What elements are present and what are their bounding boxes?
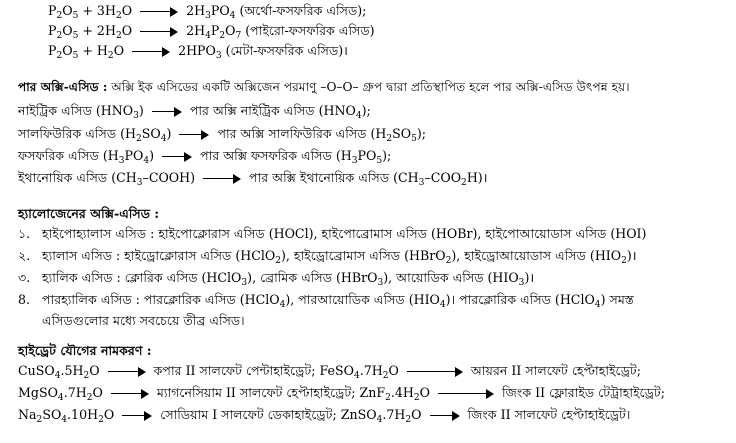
formula-text: PO (210, 3, 230, 18)
list-item (18, 292, 634, 311)
peroxy-acid-name: ); (361, 103, 371, 118)
reaction-meta (48, 43, 348, 62)
subscript: 3 (418, 178, 425, 189)
subscript: 2 (445, 256, 452, 267)
list-text: হ্যালিক এসিড : ক্লোরিক এসিড (HClO (42, 270, 242, 285)
formula-text: O (62, 43, 73, 58)
subscript: 4 (160, 134, 167, 145)
list-text: ), হাইড্রোব্রোমাস এসিড (HBrO (280, 248, 446, 263)
acid-name: ইথানোয়িক এসিড (CH (18, 170, 137, 185)
formula-text: + 3H (78, 3, 116, 18)
subscript: 5 (411, 134, 417, 145)
formula-text: O (62, 3, 73, 18)
subscript: 7 (235, 31, 242, 42)
right-arrow-icon (111, 389, 149, 399)
hydrate-formula: O (89, 363, 100, 378)
subscript: 4 (57, 393, 64, 404)
hydrate-formula: .4H (390, 385, 414, 400)
hydrate-formula: .7H (382, 407, 406, 422)
formula-text: O (62, 23, 73, 38)
reaction-note: (পাইরো-ফসফরিক এসিড) (241, 23, 375, 38)
acid-name: –COOH) (142, 170, 195, 185)
list-number: ৩. (18, 270, 31, 285)
hydrate-name: ম্যাগনেসিয়াম II সালফেট হেপ্টাহাইড্রেট; (156, 385, 356, 400)
subscript: 2 (385, 393, 391, 404)
acid-name: ) (149, 148, 155, 163)
peroxy-acid-name: পার অক্সি নাইট্রিক এসিড (HNO (189, 103, 356, 118)
list-text: )। পারক্লোরিক এসিড (HClO (445, 292, 595, 307)
subscript: 3 (136, 178, 143, 189)
peroxy-example (18, 170, 488, 189)
subscript: 2 (36, 415, 43, 426)
right-arrow-icon (132, 47, 170, 57)
subscript: 4 (439, 300, 446, 311)
acid-name: PO (124, 148, 144, 163)
subscript: 2 (86, 393, 93, 404)
formula-text: P (48, 23, 57, 38)
acid-name: সালফিউরিক এসিড (H (18, 126, 136, 141)
list-text: ) সমস্ত (600, 292, 634, 307)
hydrate-name: আয়রন II সালফেট হেপ্টাহাইড্রেট; (470, 363, 641, 378)
definition-text: অক্সি ইক এসিডের একটি অক্সিজেন পরমাণু –O–O– গ্রুপ দ্বারা প্রতিস্থাপিত হলে পার অক্সি-এসিড উৎপন্ন হয়। (107, 80, 630, 94)
subscript: 4 (205, 31, 211, 42)
hydrate-formula: FeSO (319, 363, 354, 378)
subscript: 2 (115, 31, 122, 42)
peroxy-example (18, 148, 392, 167)
hydrate-name: সোডিয়াম I সালফেট ডেকাহাইড্রেট; (160, 407, 337, 422)
subscript: 2 (275, 256, 281, 267)
right-arrow-icon (438, 389, 494, 399)
subscript: 2 (136, 134, 142, 145)
formula-text: 2H (186, 3, 206, 18)
subscript: 5 (72, 51, 79, 62)
subscript: 3 (133, 111, 139, 122)
list-text: )। (524, 270, 535, 285)
hydrate-formula: MgSO (18, 385, 58, 400)
right-arrow-icon (122, 411, 152, 421)
formula-text: P (48, 3, 57, 18)
hydrate-formula: O (411, 407, 422, 422)
subscript: 3 (518, 278, 525, 289)
list-number: ১. (18, 226, 31, 241)
subscript: 4 (279, 300, 286, 311)
reaction-note: (অর্থো-ফসফরিক এসিড); (235, 3, 367, 18)
peroxy-acid-name: H)। (466, 170, 488, 185)
hydrate-formula: O (388, 363, 399, 378)
right-arrow-icon (203, 174, 241, 184)
hydrate-formula: O (92, 385, 103, 400)
subscript: 4 (143, 156, 150, 167)
subscript: 3 (215, 51, 222, 62)
subscript: 2 (56, 31, 63, 42)
section-heading: পার অক্সি-এসিড : (18, 80, 108, 94)
peroxy-acid-name: ); (416, 126, 427, 141)
section-heading: হ্যালোজেনের অক্সি-এসিড : (18, 206, 160, 221)
subscript: 2 (219, 31, 226, 42)
subscript: 4 (54, 371, 61, 382)
hydrate-name: জিংক II ফ্লোরাইড টেট্রাহাইড্রেট; (502, 385, 665, 400)
peroxy-acid-name: –COO (424, 170, 462, 185)
hydrate-name: কপার II সালফেট পেন্টাহাইড্রেট; (153, 363, 316, 378)
subscript: 3 (205, 11, 211, 22)
subscript: 5 (72, 11, 79, 22)
formula-text: O (121, 3, 133, 18)
list-item-continuation: এসিডগুলোর মধ্যে সবচেয়ে তীব্র এসিড। (42, 313, 245, 328)
hydrate-formula: .7H (359, 363, 383, 378)
subscript: 4 (61, 415, 68, 426)
hydrate-formula: .7H (63, 385, 87, 400)
right-arrow-icon (407, 367, 463, 377)
subscript: 2 (621, 256, 627, 267)
subscript: 4 (594, 300, 601, 311)
subscript: 5 (376, 156, 383, 167)
hydrate-formula: SO (42, 407, 62, 422)
subscript: 5 (72, 31, 79, 42)
list-item (18, 248, 637, 267)
subscript: 2 (386, 134, 393, 145)
right-arrow-icon (108, 367, 146, 377)
reaction-note: (মেটা-ফসফরিক এসিড)। (221, 43, 348, 58)
peroxy-example (18, 126, 427, 145)
formula-text: + 2H (78, 23, 116, 38)
list-text: ), আয়োডিক এসিড (HIO (383, 270, 519, 285)
subscript: 2 (56, 51, 63, 62)
reaction-ortho (48, 3, 367, 22)
hydrate-formula: CuSO (18, 363, 55, 378)
hydrate-formula: .10H (67, 407, 99, 422)
subscript: 2 (107, 51, 114, 62)
right-arrow-icon (140, 7, 178, 17)
formula-text: P (210, 23, 220, 38)
subscript: 2 (83, 371, 90, 382)
hydrate-row (18, 385, 665, 404)
section-heading: হাইড্রেট যৌগের নামকরণ : (18, 343, 152, 358)
subscript: 4 (229, 11, 236, 22)
acid-name: SO (141, 126, 161, 141)
peroxy-example (18, 103, 371, 122)
list-text: ), পারআয়োডিক এসিড (HIO (285, 292, 440, 307)
peroxy-acid-name: পার অক্সি ইথানোয়িক এসিড (CH (249, 170, 419, 185)
subscript: 3 (377, 278, 384, 289)
formula-text: O (225, 23, 236, 38)
subscript: 3 (241, 278, 248, 289)
list-text: ), হাইড্রোআয়োডাস এসিড (HIO (451, 248, 622, 263)
peroxy-acid-name: পার অক্সি ফসফরিক এসিড (H (200, 148, 352, 163)
hydrate-formula: ZnSO (340, 407, 377, 422)
right-arrow-icon (152, 107, 182, 117)
hydrate-formula: O (103, 407, 115, 422)
peroxy-acid-name: SO (392, 126, 412, 141)
list-text: পারহ্যালিক এসিড : পারক্লোরিক এসিড (HClO (42, 292, 280, 307)
subscript: 2 (98, 415, 104, 426)
right-arrow-icon (179, 130, 209, 140)
hydrate-formula: O (419, 385, 430, 400)
right-arrow-icon (140, 27, 178, 37)
acid-name: ফসফরিক এসিড (H (18, 148, 119, 163)
list-number: ২. (18, 248, 31, 263)
peroxy-acid-name: ); (382, 148, 392, 163)
formula-text: + H (78, 43, 108, 58)
list-text: হাইপোহ্যালাস এসিড : হাইপোক্লোরাস এসিড (HOCl), হাইপোব্রোমাস এসিড (HOBr), হাইপোআয়োডাস এসিড (HOI) (42, 226, 647, 241)
list-item (18, 226, 646, 242)
list-text: হ্যালাস এসিড : হাইড্রোক্লোরাস এসিড (HClO (42, 248, 276, 263)
hydrate-name: জিংক II সালফেট হেপ্টাহাইড্রেট। (467, 407, 631, 422)
formula-text: 2HPO (178, 43, 216, 58)
subscript: 2 (56, 11, 63, 22)
list-text: ), ব্রোমিক এসিড (HBrO (247, 270, 378, 285)
subscript: 4 (376, 415, 383, 426)
list-item (18, 270, 535, 289)
subscript: 2 (413, 393, 420, 404)
formula-text: O (113, 43, 125, 58)
hydrate-formula: Na (18, 407, 37, 422)
acid-name: ) (166, 126, 172, 141)
reaction-pyro (48, 23, 375, 42)
peroxy-acid-name: পার অক্সি সালফিউরিক এসিড (H (217, 126, 387, 141)
subscript: 2 (461, 178, 467, 189)
hydrate-formula: .5H (60, 363, 84, 378)
list-text: )। (626, 248, 637, 263)
right-arrow-icon (162, 152, 192, 162)
hydrate-formula: ZnF (359, 385, 386, 400)
acid-name: নাইট্রিক এসিড (HNO (18, 103, 134, 118)
right-arrow-icon (430, 411, 460, 421)
subscript: 2 (405, 415, 412, 426)
subscript: 2 (115, 11, 122, 22)
hydrate-row (18, 363, 641, 382)
formula-text: O (121, 23, 133, 38)
hydrate-row (18, 407, 631, 426)
subscript: 4 (353, 371, 360, 382)
peroxy-acid-name: PO (357, 148, 377, 163)
list-number: 8. (18, 292, 31, 307)
subscript: 3 (118, 156, 125, 167)
subscript: 4 (355, 111, 362, 122)
peroxy-definition (18, 79, 630, 95)
formula-text: 2H (186, 23, 206, 38)
subscript: 3 (351, 156, 358, 167)
formula-text: P (48, 43, 57, 58)
acid-name: ) (138, 103, 144, 118)
subscript: 2 (382, 371, 389, 382)
